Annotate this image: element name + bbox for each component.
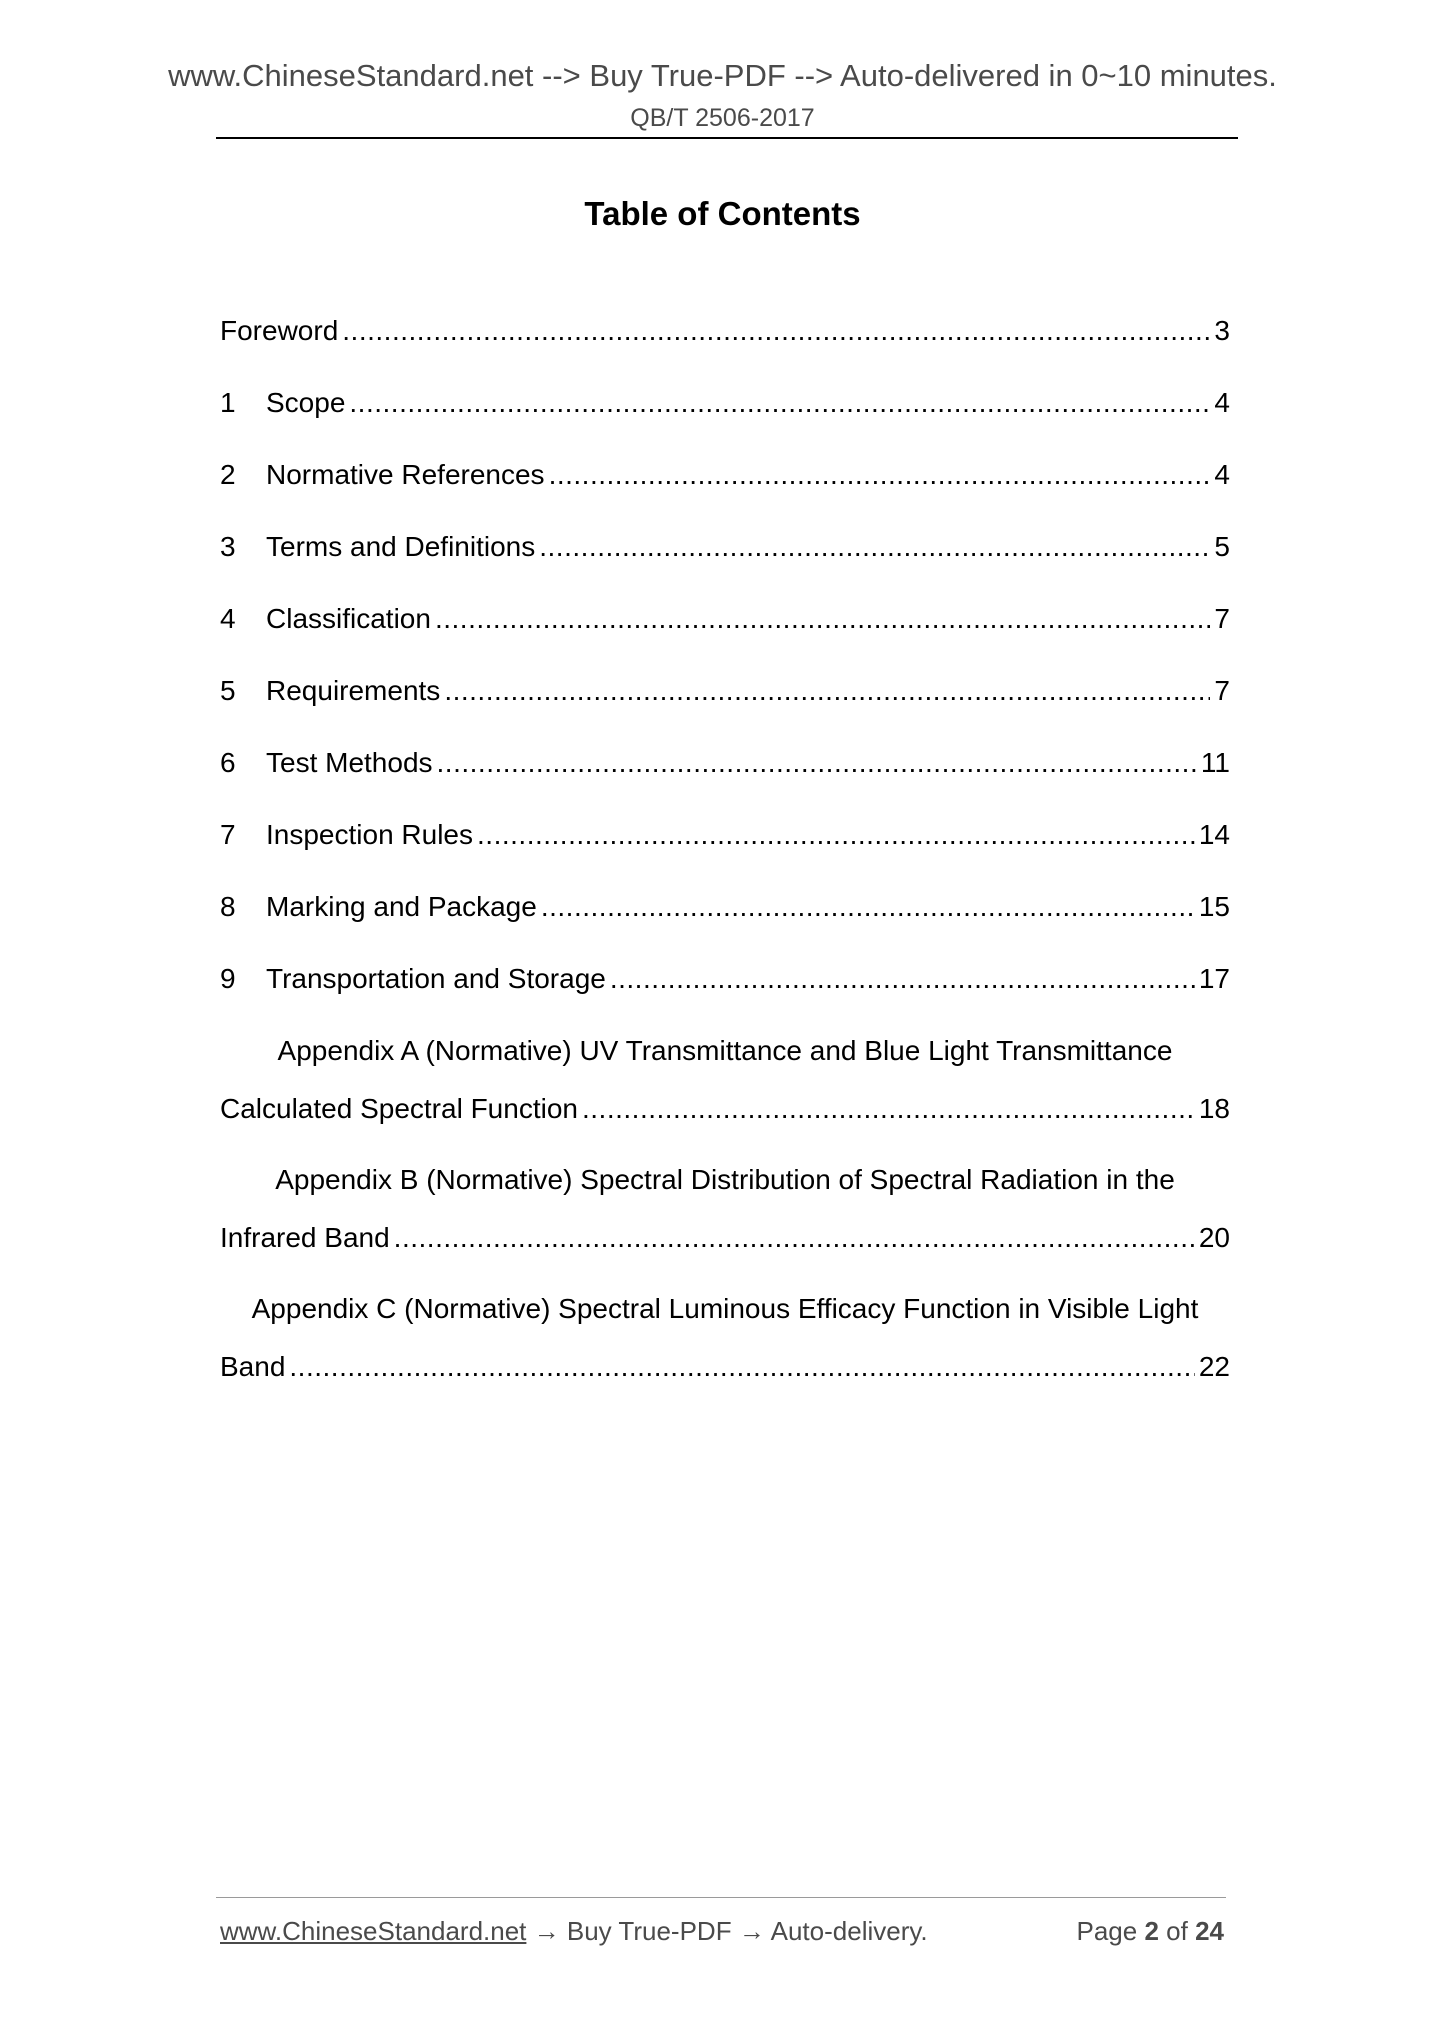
toc-entry-title: Scope: [266, 387, 346, 418]
toc-entry-title: Terms and Definitions: [266, 531, 536, 562]
toc-entry-page: 5: [1214, 531, 1230, 562]
toc-entry-title: Normative References: [266, 459, 545, 490]
page-label: Page: [1076, 1916, 1138, 1946]
toc-entry-page: 18: [1198, 1093, 1230, 1124]
toc-entry-marking-and-package[interactable]: [220, 889, 1230, 925]
toc-title: Table of Contents: [584, 195, 861, 232]
dot-leader: [549, 457, 1211, 493]
appendix-title-line: Appendix A (Normative) UV Transmittance and Blue Light Transmittance: [277, 1035, 1173, 1066]
toc-entry-page: 4: [1214, 387, 1230, 418]
footer-site-link[interactable]: www.ChineseStandard.net: [220, 1916, 527, 1946]
toc-entry-title: Marking and Package: [266, 891, 537, 922]
toc-entry-page: 17: [1198, 963, 1230, 994]
footer-promo: [220, 1916, 928, 1947]
toc-entry-title: Classification: [266, 603, 431, 634]
toc-entry-normative-references[interactable]: [220, 457, 1230, 493]
arrow-right-icon: →: [738, 1916, 765, 1946]
dot-leader: [289, 1349, 1194, 1385]
toc-entry-inspection-rules[interactable]: [220, 817, 1230, 853]
appendix-title-continuation: Infrared Band: [220, 1222, 390, 1253]
appendix-title-continuation: Band: [220, 1351, 286, 1382]
toc-entry-page: 3: [1214, 315, 1230, 346]
appendix-continuation-line: [220, 1091, 1230, 1127]
dot-leader: [437, 745, 1197, 781]
dot-leader: [541, 889, 1195, 925]
toc-entry-page: 4: [1214, 459, 1230, 490]
dot-leader: [349, 385, 1210, 421]
header-divider: [216, 137, 1238, 139]
footer-divider: [216, 1897, 1226, 1898]
document-code: QB/T 2506-2017: [630, 104, 815, 132]
toc-entry-title: Transportation and Storage: [266, 963, 606, 994]
toc-entry-page: 22: [1198, 1351, 1230, 1382]
toc-entry-page: 14: [1198, 819, 1230, 850]
header-banner: www.ChineseStandard.net --> Buy True-PDF --> Auto-delivered in 0~10 minutes.: [168, 58, 1277, 93]
footer-delivery-text: Auto-delivery.: [770, 1916, 928, 1946]
appendix-title-continuation: Calculated Spectral Function: [220, 1093, 578, 1124]
toc-entry-title: Test Methods: [266, 747, 433, 778]
toc-entry-number: 7: [220, 819, 236, 850]
footer-buy-text: Buy True-PDF: [566, 1916, 732, 1946]
page-footer: [220, 1916, 1224, 1947]
toc-entry-classification[interactable]: [220, 601, 1230, 637]
toc-entry-page: 15: [1198, 891, 1230, 922]
toc-entry-number: 6: [220, 747, 236, 778]
page-total: 24: [1195, 1916, 1224, 1946]
toc-entry-foreword[interactable]: [220, 313, 1230, 349]
toc-entry-page: 20: [1198, 1222, 1230, 1253]
appendix-title-line: Appendix B (Normative) Spectral Distribution of Spectral Radiation in the: [275, 1164, 1175, 1195]
dot-leader: [610, 961, 1195, 997]
toc-entry-scope[interactable]: [220, 385, 1230, 421]
toc-entry-title: Requirements: [266, 675, 441, 706]
dot-leader: [394, 1220, 1195, 1256]
arrow-right-icon: →: [533, 1916, 560, 1946]
toc-entry-number: 8: [220, 891, 236, 922]
dot-leader: [582, 1091, 1195, 1127]
toc-entry-page: 7: [1214, 675, 1230, 706]
toc-entry-number: 5: [220, 675, 236, 706]
toc-entry-terms-and-definitions[interactable]: [220, 529, 1230, 565]
toc-entry-number: 3: [220, 531, 236, 562]
page-of-label: of: [1166, 1916, 1188, 1946]
toc-entry-page: 7: [1214, 603, 1230, 634]
appendix-continuation-line: [220, 1220, 1230, 1256]
page-indicator: [1076, 1916, 1224, 1947]
toc-entry-number: 4: [220, 603, 236, 634]
dot-leader: [342, 313, 1210, 349]
toc-entry-number: 9: [220, 963, 236, 994]
dot-leader: [435, 601, 1210, 637]
toc-entry-number: 2: [220, 459, 236, 490]
page-current: 2: [1144, 1916, 1159, 1946]
appendix-continuation-line: [220, 1349, 1230, 1385]
toc-entry-requirements[interactable]: [220, 673, 1230, 709]
toc-entry-transportation-and-storage[interactable]: [220, 961, 1230, 997]
appendix-title-line: Appendix C (Normative) Spectral Luminous Efficacy Function in Visible Light: [251, 1293, 1199, 1324]
toc-entry-test-methods[interactable]: [220, 745, 1230, 781]
toc-entry-page: 11: [1200, 747, 1230, 778]
toc-entry-title: Inspection Rules: [266, 819, 474, 850]
toc-entry-number: 1: [220, 387, 236, 418]
toc-entry-title: Foreword: [220, 315, 339, 346]
dot-leader: [444, 673, 1210, 709]
dot-leader: [477, 817, 1195, 853]
dot-leader: [539, 529, 1210, 565]
